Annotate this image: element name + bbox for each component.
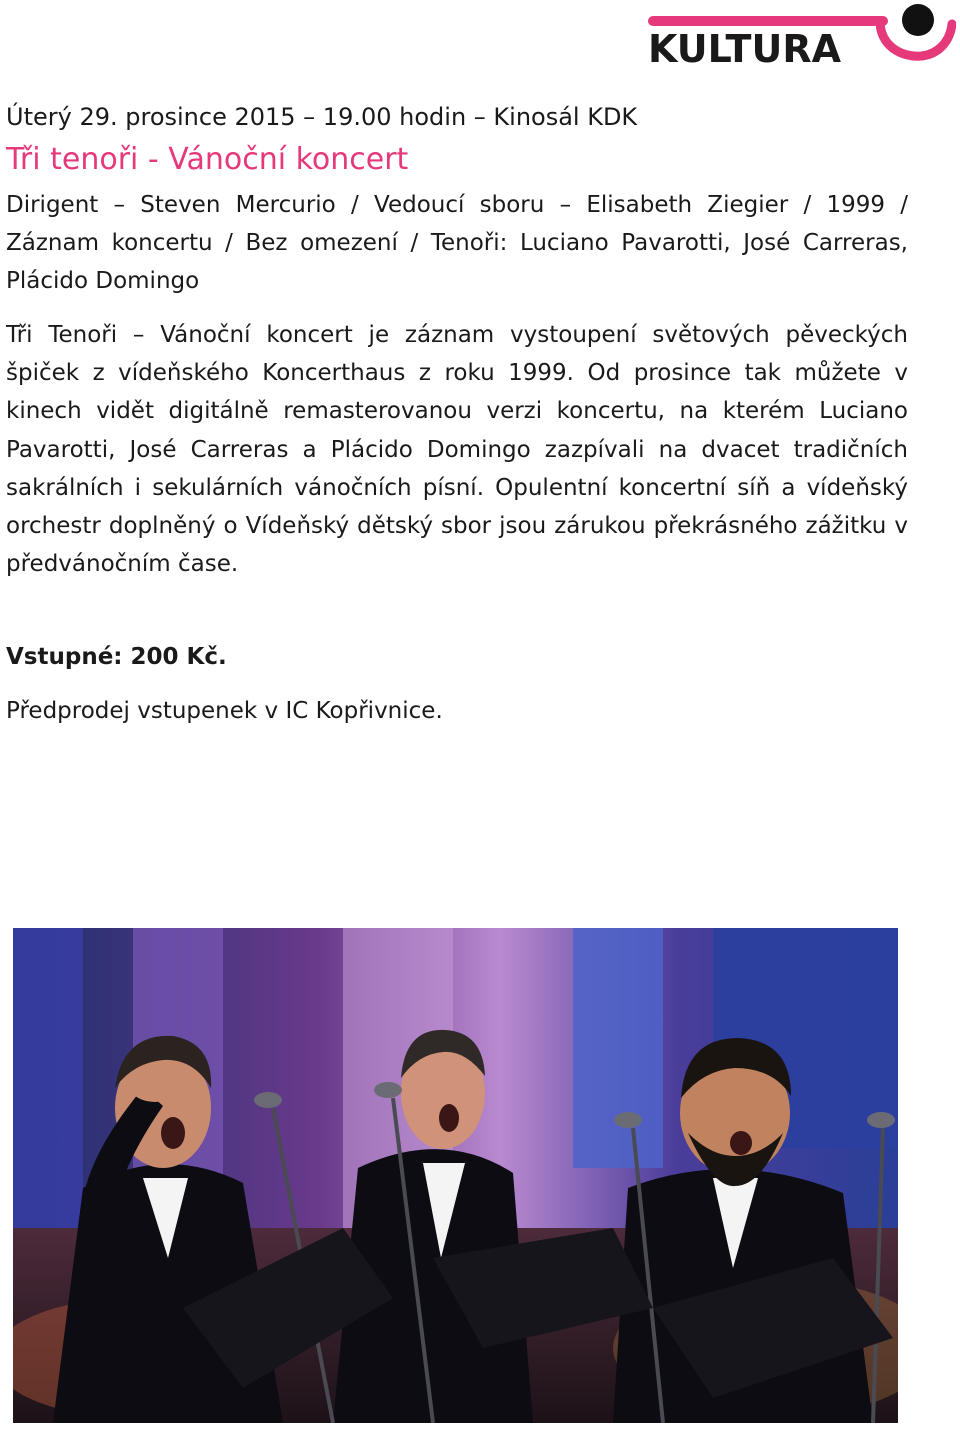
event-title: Tři tenoři - Vánoční koncert (6, 142, 409, 177)
event-description: Tři Tenoři – Vánoční koncert je záznam vystoupení světových pěveckých špiček z vídeňského Koncerthaus z roku 1999. Od prosince tak můžete v kinech vidět digitálně remasterovanou verzi koncertu, na kterém Luciano Pavarotti, José Carreras a Plácido Domingo zazpívali na dvacet tradičních sakrálních i sekulárních vánočních písní. Opulentní koncertní síň a vídeňský orchestr doplněný o Vídeňský dětský sbor jsou zárukou překrásného zážitku v předvánočním čase. (6, 322, 908, 578)
three-tenors-photo (13, 928, 898, 1423)
admission-price: Vstupné: 200 Kč. (6, 644, 227, 670)
event-credits: Dirigent – Steven Mercurio / Vedoucí sboru – Elisabeth Ziegier / 1999 / Záznam koncertu / Bez omezení / Tenoři: Luciano Pavarotti, José Carreras, Plácido Domingo (6, 192, 908, 294)
concert-photo-illustration (13, 928, 898, 1423)
brand-accent-bar (648, 16, 888, 26)
brand-label: KULTURA (648, 27, 842, 71)
swoosh-dot-logo-icon (876, 0, 956, 64)
presale-info: Předprodej vstupenek v IC Kopřivnice. (6, 698, 443, 724)
kultura-logo (640, 0, 960, 80)
event-date-line: Úterý 29. prosince 2015 – 19.00 hodin – Kinosál KDK (6, 103, 638, 131)
